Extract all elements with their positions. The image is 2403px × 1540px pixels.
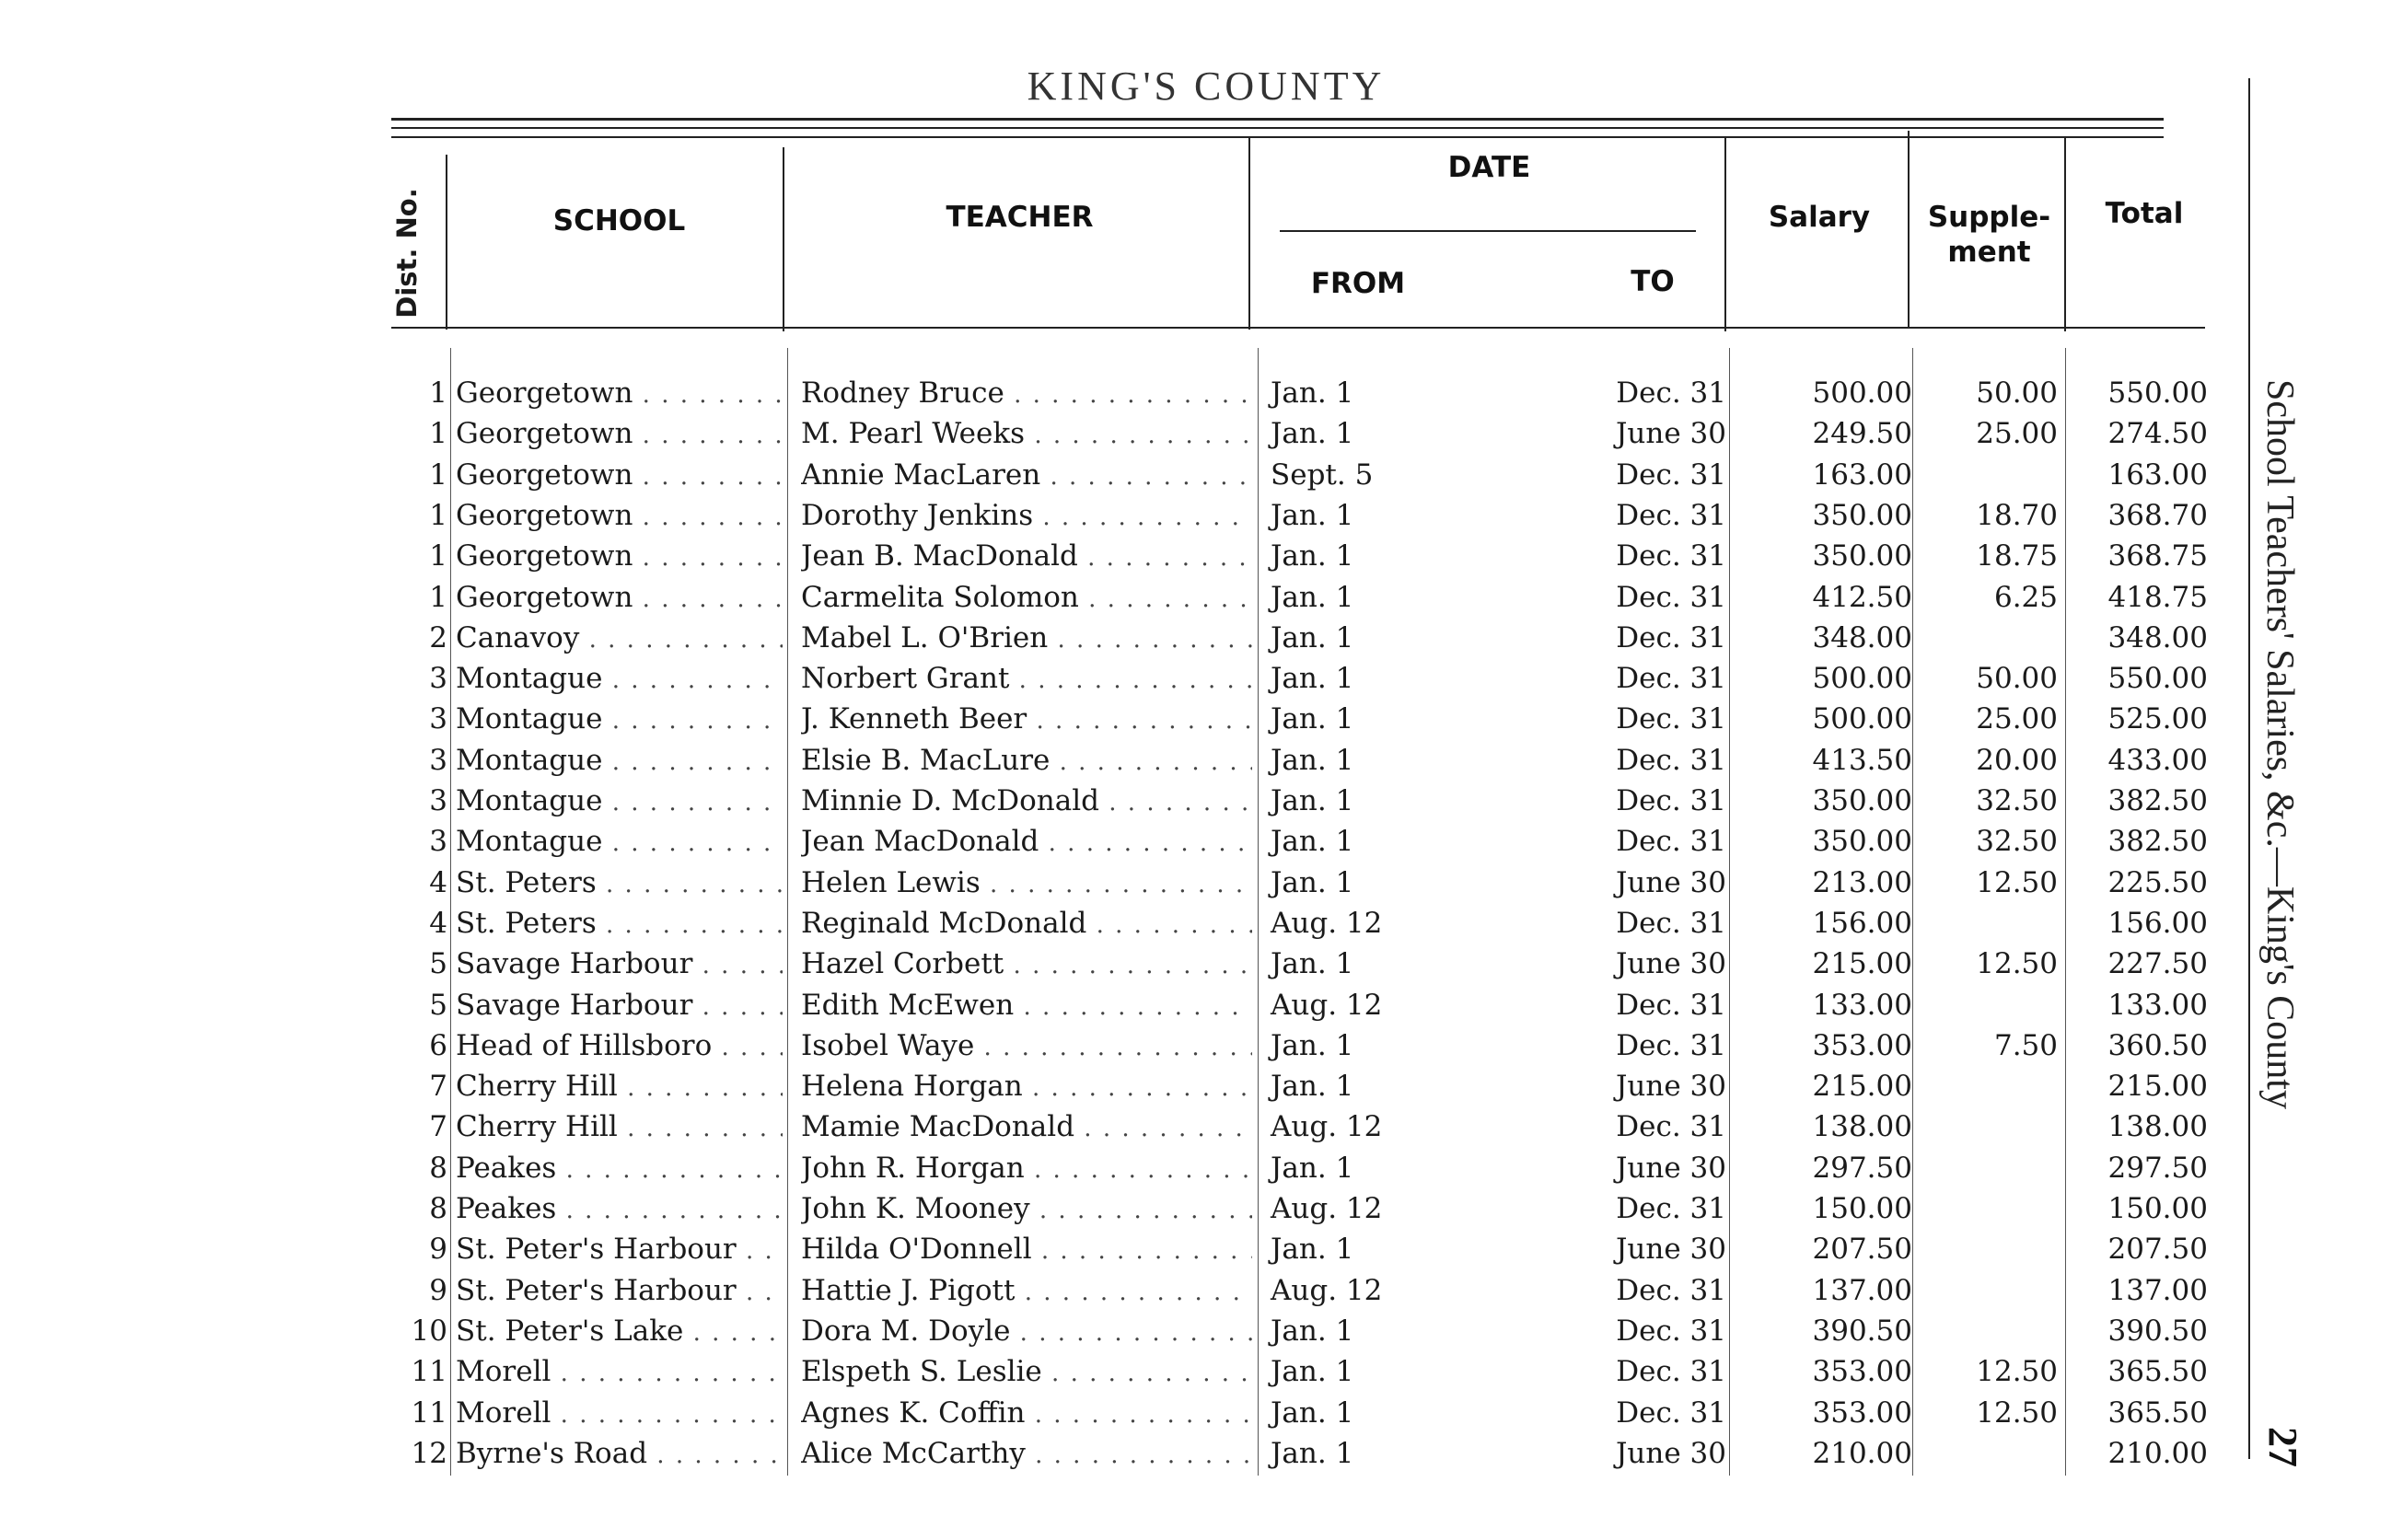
date-from: Jan. 1 xyxy=(1271,498,1354,532)
date-from: Jan. 1 xyxy=(1271,1436,1354,1470)
salary-amount: 412.50 xyxy=(1812,580,1912,614)
header-salary: Salary xyxy=(1768,201,1871,234)
total-amount: 156.00 xyxy=(2107,906,2208,940)
salary-amount: 413.50 xyxy=(1812,743,1912,777)
total-amount: 382.50 xyxy=(2107,784,2208,817)
table-row xyxy=(0,413,2256,454)
date-to: Dec. 31 xyxy=(1616,825,1726,859)
table-row xyxy=(0,1188,2256,1229)
total-amount: 365.50 xyxy=(2107,1355,2208,1389)
col-divider-dist xyxy=(446,155,447,330)
salary-amount: 133.00 xyxy=(1812,988,1912,1022)
supplement-amount: 12.50 xyxy=(1976,947,2058,981)
teacher-name: Edith McEwen . . . xyxy=(801,985,1252,1027)
salary-amount: 500.00 xyxy=(1812,376,1912,410)
total-amount: 365.50 xyxy=(2107,1395,2208,1430)
school-name: Montague . . . xyxy=(456,821,783,863)
date-from: Jan. 1 xyxy=(1271,1395,1354,1430)
total-amount: 550.00 xyxy=(2107,376,2208,410)
date-to: June 30 xyxy=(1615,1070,1726,1104)
teacher-name: Hilda O'Donnell . . . xyxy=(801,1229,1252,1271)
school-name: Savage Harbour . . . xyxy=(456,985,783,1027)
date-from: Aug. 12 xyxy=(1271,906,1383,940)
date-from: Aug. 12 xyxy=(1271,1192,1383,1225)
date-from: Jan. 1 xyxy=(1271,1314,1354,1348)
teacher-name: Minnie D. McDonald . . . xyxy=(801,781,1252,823)
salary-amount: 150.00 xyxy=(1812,1192,1912,1225)
table-row xyxy=(0,577,2256,618)
teacher-name: Agnes K. Coffin . . . xyxy=(801,1393,1252,1435)
header-dist-no: Dist. No. xyxy=(391,188,423,318)
date-to: June 30 xyxy=(1615,1151,1726,1185)
dist-number: 3 xyxy=(429,662,447,696)
total-amount: 274.50 xyxy=(2107,417,2208,451)
dist-number: 8 xyxy=(429,1151,447,1185)
supplement-amount: 12.50 xyxy=(1976,865,2058,899)
table-row xyxy=(0,821,2256,862)
date-to: Dec. 31 xyxy=(1616,376,1726,410)
dist-number: 3 xyxy=(429,743,447,777)
school-name: Peakes . . . xyxy=(456,1148,783,1190)
date-to: Dec. 31 xyxy=(1616,784,1726,817)
top-rule-2 xyxy=(391,127,2164,129)
col-divider-salary xyxy=(1908,131,1910,329)
date-to: June 30 xyxy=(1615,1436,1726,1470)
dist-number: 5 xyxy=(429,988,447,1022)
table-row xyxy=(0,1066,2256,1106)
table-row xyxy=(0,1393,2256,1433)
total-amount: 150.00 xyxy=(2107,1192,2208,1225)
date-from: Jan. 1 xyxy=(1271,620,1354,654)
school-name: Canavoy . . . xyxy=(456,618,783,660)
date-to: Dec. 31 xyxy=(1616,1355,1726,1389)
date-to: Dec. 31 xyxy=(1616,1395,1726,1430)
teacher-name: Elspeth S. Leslie . . . xyxy=(801,1351,1252,1394)
date-to: Dec. 31 xyxy=(1616,988,1726,1022)
supplement-amount: 12.50 xyxy=(1976,1355,2058,1389)
salary-amount: 213.00 xyxy=(1812,865,1912,899)
total-amount: 210.00 xyxy=(2107,1436,2208,1470)
teacher-name: Helena Horgan . . . xyxy=(801,1066,1252,1108)
supplement-amount: 6.25 xyxy=(1993,580,2058,614)
date-subrule xyxy=(1280,230,1696,232)
table-row xyxy=(0,1106,2256,1147)
salary-amount: 156.00 xyxy=(1812,906,1912,940)
header-supplement-line1: Supple- xyxy=(1927,201,2051,234)
header-teacher: TEACHER xyxy=(946,201,1094,234)
dist-number: 4 xyxy=(429,906,447,940)
header-top-rule xyxy=(391,136,2164,138)
teacher-name: Dora M. Doyle . . . xyxy=(801,1311,1252,1353)
header-supplement-line2: ment xyxy=(1947,236,2031,269)
school-name: St. Peter's Lake . . . xyxy=(456,1311,783,1353)
school-name: Head of Hillsboro . . . xyxy=(456,1025,783,1068)
date-to: Dec. 31 xyxy=(1616,580,1726,614)
total-amount: 418.75 xyxy=(2107,580,2208,614)
total-amount: 297.50 xyxy=(2107,1151,2208,1185)
col-divider-date xyxy=(1724,138,1726,331)
table-row xyxy=(0,1433,2256,1474)
date-from: Jan. 1 xyxy=(1271,539,1354,573)
salary-amount: 500.00 xyxy=(1812,662,1912,696)
col-divider-teacher xyxy=(1248,136,1250,330)
side-caption: School Teachers' Salaries, &c.—King's County xyxy=(2258,379,2301,1109)
table-row xyxy=(0,1351,2256,1392)
supplement-amount: 25.00 xyxy=(1976,417,2058,451)
school-name: St. Peters . . . xyxy=(456,863,783,905)
total-amount: 215.00 xyxy=(2107,1070,2208,1104)
teacher-name: Hazel Corbett . . . xyxy=(801,944,1252,986)
table-row xyxy=(0,1148,2256,1188)
date-from: Jan. 1 xyxy=(1271,825,1354,859)
table-row xyxy=(0,495,2256,536)
table-row xyxy=(0,903,2256,944)
dist-number: 11 xyxy=(411,1395,447,1430)
salary-amount: 353.00 xyxy=(1812,1028,1912,1062)
total-amount: 348.00 xyxy=(2107,620,2208,654)
total-amount: 227.50 xyxy=(2107,947,2208,981)
teacher-name: Mamie MacDonald . . . xyxy=(801,1106,1252,1149)
date-from: Sept. 5 xyxy=(1271,457,1374,492)
date-to: Dec. 31 xyxy=(1616,1110,1726,1144)
date-from: Jan. 1 xyxy=(1271,743,1354,777)
date-from: Jan. 1 xyxy=(1271,1028,1354,1062)
school-name: Savage Harbour . . . xyxy=(456,944,783,986)
table-row xyxy=(0,1229,2256,1269)
date-from: Jan. 1 xyxy=(1271,417,1354,451)
salary-amount: 350.00 xyxy=(1812,539,1912,573)
teacher-name: Helen Lewis . . . xyxy=(801,863,1252,905)
date-to: Dec. 31 xyxy=(1616,662,1726,696)
date-from: Aug. 12 xyxy=(1271,1110,1383,1144)
total-amount: 137.00 xyxy=(2107,1273,2208,1307)
salary-amount: 207.50 xyxy=(1812,1233,1912,1267)
dist-number: 11 xyxy=(411,1355,447,1389)
table-row xyxy=(0,1025,2256,1066)
salary-amount: 353.00 xyxy=(1812,1355,1912,1389)
header-bottom-rule xyxy=(391,327,2205,329)
header-from: FROM xyxy=(1310,267,1406,300)
salary-amount: 163.00 xyxy=(1812,457,1912,492)
date-from: Jan. 1 xyxy=(1271,1355,1354,1389)
page-title: KING'S COUNTY xyxy=(1027,64,1386,109)
teacher-name: Carmelita Solomon . . . xyxy=(801,577,1252,619)
supplement-amount: 12.50 xyxy=(1976,1395,2058,1430)
date-to: Dec. 31 xyxy=(1616,457,1726,492)
table-row xyxy=(0,740,2256,781)
date-to: Dec. 31 xyxy=(1616,743,1726,777)
date-from: Jan. 1 xyxy=(1271,702,1354,736)
teacher-name: Elsie B. MacLure . . . xyxy=(801,740,1252,782)
table-row xyxy=(0,1270,2256,1311)
teacher-name: J. Kenneth Beer . . . xyxy=(801,699,1252,741)
school-name: Georgetown . . . xyxy=(456,373,783,415)
school-name: Montague . . . xyxy=(456,658,783,701)
teacher-name: Dorothy Jenkins . . . xyxy=(801,495,1252,538)
total-amount: 133.00 xyxy=(2107,988,2208,1022)
school-name: St. Peters . . . xyxy=(456,903,783,945)
salary-amount: 500.00 xyxy=(1812,702,1912,736)
table-row xyxy=(0,699,2256,739)
table-row xyxy=(0,618,2256,658)
teacher-name: M. Pearl Weeks . . . xyxy=(801,413,1252,456)
total-amount: 433.00 xyxy=(2107,743,2208,777)
total-amount: 382.50 xyxy=(2107,825,2208,859)
supplement-amount: 32.50 xyxy=(1976,825,2058,859)
salary-amount: 210.00 xyxy=(1812,1436,1912,1470)
header-to: TO xyxy=(1631,265,1675,298)
salary-amount: 215.00 xyxy=(1812,947,1912,981)
col-divider-school xyxy=(783,147,784,331)
dist-number: 12 xyxy=(411,1436,447,1470)
salary-amount: 215.00 xyxy=(1812,1070,1912,1104)
salary-amount: 138.00 xyxy=(1812,1110,1912,1144)
school-name: Georgetown . . . xyxy=(456,495,783,538)
date-to: Dec. 31 xyxy=(1616,1273,1726,1307)
table-row xyxy=(0,658,2256,699)
date-from: Jan. 1 xyxy=(1271,376,1354,410)
school-name: Georgetown . . . xyxy=(456,536,783,578)
date-from: Jan. 1 xyxy=(1271,662,1354,696)
teacher-name: Rodney Bruce . . . xyxy=(801,373,1252,415)
table-row xyxy=(0,985,2256,1025)
dist-number: 10 xyxy=(411,1314,447,1348)
school-name: Cherry Hill . . . xyxy=(456,1106,783,1149)
salary-amount: 348.00 xyxy=(1812,620,1912,654)
teacher-name: Mabel L. O'Brien . . . xyxy=(801,618,1252,660)
date-from: Aug. 12 xyxy=(1271,1273,1383,1307)
teacher-name: Jean MacDonald . . . xyxy=(801,821,1252,863)
school-name: St. Peter's Harbour . . . xyxy=(456,1229,783,1271)
supplement-amount: 20.00 xyxy=(1976,743,2058,777)
teacher-name: Norbert Grant . . . xyxy=(801,658,1252,701)
table-row xyxy=(0,455,2256,495)
dist-number: 3 xyxy=(429,825,447,859)
dist-number: 4 xyxy=(429,865,447,899)
supplement-amount: 18.75 xyxy=(1976,539,2058,573)
total-amount: 368.75 xyxy=(2107,539,2208,573)
table-row xyxy=(0,863,2256,903)
teacher-name: Jean B. MacDonald . . . xyxy=(801,536,1252,578)
school-name: Montague . . . xyxy=(456,740,783,782)
total-amount: 207.50 xyxy=(2107,1233,2208,1267)
dist-number: 1 xyxy=(429,457,447,492)
supplement-amount: 50.00 xyxy=(1976,376,2058,410)
teacher-name: Alice McCarthy . . . xyxy=(801,1433,1252,1476)
total-amount: 138.00 xyxy=(2107,1110,2208,1144)
salary-amount: 297.50 xyxy=(1812,1151,1912,1185)
supplement-amount: 50.00 xyxy=(1976,662,2058,696)
supplement-amount: 18.70 xyxy=(1976,498,2058,532)
dist-number: 7 xyxy=(429,1070,447,1104)
date-from: Jan. 1 xyxy=(1271,947,1354,981)
header-school: SCHOOL xyxy=(552,204,686,237)
top-rule xyxy=(391,118,2164,121)
salary-amount: 353.00 xyxy=(1812,1395,1912,1430)
supplement-amount: 7.50 xyxy=(1993,1028,2058,1062)
teacher-name: Isobel Waye . . . xyxy=(801,1025,1252,1068)
table-row xyxy=(0,1311,2256,1351)
page-number: 27 xyxy=(2260,1427,2305,1467)
dist-number: 8 xyxy=(429,1192,447,1225)
total-amount: 360.50 xyxy=(2107,1028,2208,1062)
dist-number: 2 xyxy=(429,620,447,654)
date-to: June 30 xyxy=(1615,865,1726,899)
total-amount: 163.00 xyxy=(2107,457,2208,492)
teacher-name: John R. Horgan . . . xyxy=(801,1148,1252,1190)
dist-number: 5 xyxy=(429,947,447,981)
dist-number: 1 xyxy=(429,498,447,532)
school-name: Cherry Hill . . . xyxy=(456,1066,783,1108)
total-amount: 368.70 xyxy=(2107,498,2208,532)
date-from: Jan. 1 xyxy=(1271,784,1354,817)
school-name: Morell . . . xyxy=(456,1393,783,1435)
teacher-name: Annie MacLaren . . . xyxy=(801,455,1252,497)
dist-number: 7 xyxy=(429,1110,447,1144)
supplement-amount: 32.50 xyxy=(1976,784,2058,817)
school-name: Morell . . . xyxy=(456,1351,783,1394)
header-date: DATE xyxy=(1447,151,1531,184)
dist-number: 9 xyxy=(429,1273,447,1307)
dist-number: 9 xyxy=(429,1233,447,1267)
school-name: Montague . . . xyxy=(456,781,783,823)
dist-number: 1 xyxy=(429,580,447,614)
date-from: Jan. 1 xyxy=(1271,1151,1354,1185)
school-name: St. Peter's Harbour . . . xyxy=(456,1270,783,1313)
date-to: June 30 xyxy=(1615,1233,1726,1267)
table-row xyxy=(0,944,2256,984)
date-to: Dec. 31 xyxy=(1616,539,1726,573)
school-name: Georgetown . . . xyxy=(456,413,783,456)
date-from: Jan. 1 xyxy=(1271,580,1354,614)
date-from: Aug. 12 xyxy=(1271,988,1383,1022)
teacher-name: Reginald McDonald . . . xyxy=(801,903,1252,945)
table-row xyxy=(0,536,2256,576)
school-name: Montague . . . xyxy=(456,699,783,741)
header-total: Total xyxy=(2105,197,2184,230)
teacher-name: John K. Mooney . . . xyxy=(801,1188,1252,1231)
school-name: Byrne's Road . . . xyxy=(456,1433,783,1476)
supplement-amount: 25.00 xyxy=(1976,702,2058,736)
salary-amount: 350.00 xyxy=(1812,498,1912,532)
salary-amount: 390.50 xyxy=(1812,1314,1912,1348)
total-amount: 525.00 xyxy=(2107,702,2208,736)
total-amount: 390.50 xyxy=(2107,1314,2208,1348)
dist-number: 3 xyxy=(429,702,447,736)
school-name: Peakes . . . xyxy=(456,1188,783,1231)
date-to: Dec. 31 xyxy=(1616,906,1726,940)
date-to: Dec. 31 xyxy=(1616,498,1726,532)
school-name: Georgetown . . . xyxy=(456,455,783,497)
date-to: Dec. 31 xyxy=(1616,1192,1726,1225)
school-name: Georgetown . . . xyxy=(456,577,783,619)
dist-number: 6 xyxy=(429,1028,447,1062)
total-amount: 550.00 xyxy=(2107,662,2208,696)
date-to: June 30 xyxy=(1615,947,1726,981)
date-from: Jan. 1 xyxy=(1271,1070,1354,1104)
date-from: Jan. 1 xyxy=(1271,865,1354,899)
teacher-name: Hattie J. Pigott . . . xyxy=(801,1270,1252,1313)
salary-amount: 350.00 xyxy=(1812,784,1912,817)
salary-amount: 350.00 xyxy=(1812,825,1912,859)
dist-number: 1 xyxy=(429,417,447,451)
date-from: Jan. 1 xyxy=(1271,1233,1354,1267)
date-to: Dec. 31 xyxy=(1616,702,1726,736)
date-to: Dec. 31 xyxy=(1616,1028,1726,1062)
salary-amount: 249.50 xyxy=(1812,417,1912,451)
total-amount: 225.50 xyxy=(2107,865,2208,899)
table-row xyxy=(0,781,2256,821)
dist-number: 3 xyxy=(429,784,447,817)
table-row xyxy=(0,373,2256,413)
date-to: Dec. 31 xyxy=(1616,1314,1726,1348)
date-to: June 30 xyxy=(1615,417,1726,451)
dist-number: 1 xyxy=(429,539,447,573)
dist-number: 1 xyxy=(429,376,447,410)
salary-amount: 137.00 xyxy=(1812,1273,1912,1307)
date-to: Dec. 31 xyxy=(1616,620,1726,654)
